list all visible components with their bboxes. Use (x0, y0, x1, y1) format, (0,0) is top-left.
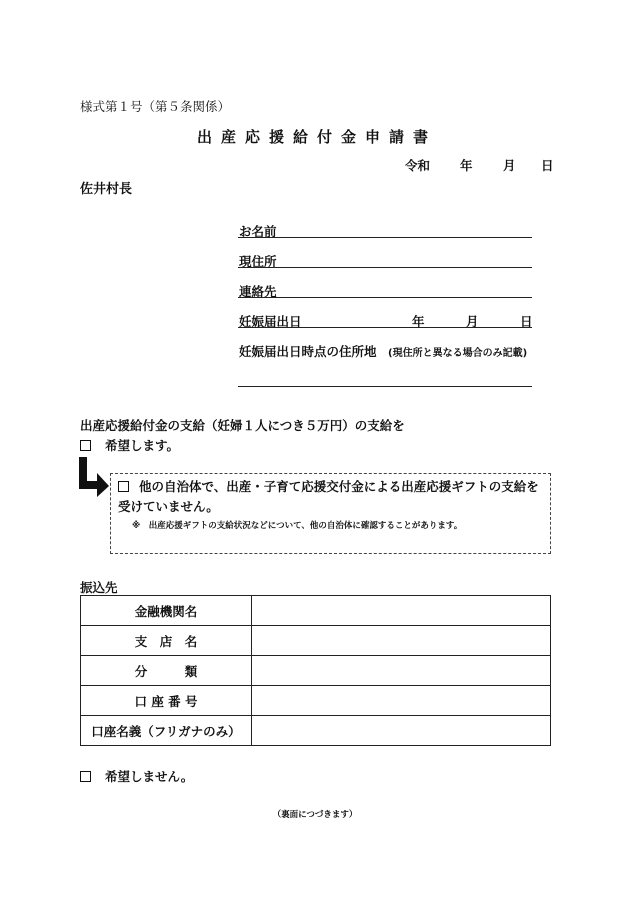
bank-table (80, 595, 551, 746)
option-no-label: 希望しません。 (105, 769, 194, 784)
arrow-down-right-icon (78, 456, 110, 498)
other-municipality-label: 他の自治体で、出産・子育て応援交付金による出産応援ギフトの支給を受けていません。 (118, 479, 539, 514)
date-day: 日 (541, 158, 554, 173)
prev-address-note: (現住所と異なる場合のみ記載) (388, 348, 528, 359)
account-holder-field[interactable] (252, 716, 551, 746)
address-label: 現住所 (239, 254, 277, 269)
prev-address-field[interactable] (238, 386, 532, 387)
account-type-label: 分 類 (81, 656, 252, 686)
contact-field[interactable] (238, 297, 532, 298)
table-row (81, 596, 551, 626)
pregnancy-date-year: 年 (412, 314, 425, 329)
checkbox-no[interactable] (80, 771, 91, 782)
continued-on-back: （裏面につづきます） (272, 810, 358, 820)
prev-address-label: 妊娠届出日時点の住所地 (239, 344, 377, 359)
branch-name-label: 支 店 名 (81, 626, 252, 656)
date-era: 令和 (405, 158, 431, 173)
bank-name-label: 金融機関名 (81, 596, 252, 626)
account-number-label: 口 座 番 号 (81, 686, 252, 716)
account-number-field[interactable] (252, 686, 551, 716)
pregnancy-date-month: 月 (466, 314, 479, 329)
other-municipality-option[interactable] (118, 477, 548, 517)
pregnancy-date-field[interactable] (238, 327, 532, 328)
name-field[interactable] (238, 237, 532, 238)
option-no[interactable] (80, 767, 193, 785)
pregnancy-date-day: 日 (520, 314, 533, 329)
form-number: 様式第１号（第５条関係） (80, 99, 231, 114)
bank-name-field[interactable] (252, 596, 551, 626)
date-month: 月 (503, 158, 516, 173)
branch-name-field[interactable] (252, 626, 551, 656)
request-text: 出産応援給付金の支給（妊婦１人につき５万円）の支給を (80, 418, 405, 433)
name-label: お名前 (239, 224, 277, 239)
addressee: 佐井村長 (80, 182, 133, 197)
table-row (81, 656, 551, 686)
address-field[interactable] (238, 267, 532, 268)
option-yes[interactable] (80, 436, 179, 454)
date-year: 年 (460, 158, 473, 173)
bank-heading: 振込先 (80, 580, 118, 595)
checkbox-other-municipality[interactable] (118, 481, 129, 492)
table-row (81, 716, 551, 746)
form-title: 出産応援給付金申請書 (196, 128, 437, 146)
checkbox-yes[interactable] (80, 440, 91, 451)
table-row (81, 626, 551, 656)
account-type-field[interactable] (252, 656, 551, 686)
contact-label: 連絡先 (239, 284, 277, 299)
table-row (81, 686, 551, 716)
pregnancy-date-label: 妊娠届出日 (239, 314, 302, 329)
option-yes-label: 希望します。 (105, 438, 180, 453)
account-holder-label: 口座名義（フリガナのみ） (81, 716, 252, 746)
confirmation-note: ※ 出産応援ギフトの支給状況などについて、他の自治体に確認することがあります。 (132, 521, 463, 531)
